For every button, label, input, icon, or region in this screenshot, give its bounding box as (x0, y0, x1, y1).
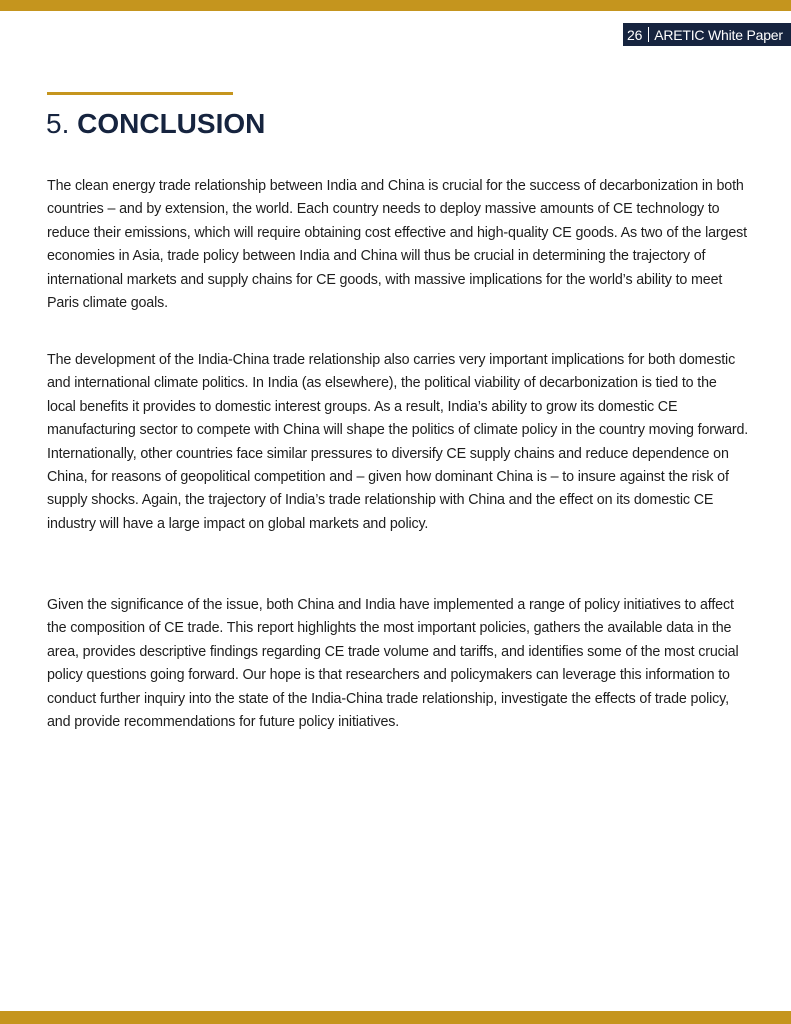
header-divider (648, 27, 649, 42)
section-title (46, 106, 265, 142)
title-accent-rule (47, 92, 233, 95)
paragraph-3: Given the significance of the issue, both China and India have implemented a range of policy initiatives to affect the composition of CE trade. This report highlights the most important policies, gathers the available data in the area, provides descriptive findings regarding CE trade volume and tariffs, and identifies some of the most crucial policy questions going forward. Our hope is that researchers and policymakers can leverage this information to conduct further inquiry into the state of the India-China trade relationship, investigate the effects of trade policy, and provide recommendations for future policy initiatives. (47, 597, 739, 731)
top-gold-band (0, 0, 791, 11)
section-name: CONCLUSION (77, 108, 266, 139)
publication-name: ARETIC White Paper (654, 26, 783, 43)
page-number: 26 (627, 26, 643, 43)
bottom-gold-band (0, 1011, 791, 1024)
paragraph-2: The development of the India-China trade relationship also carries very important implications for both domestic and international climate politics. In India (as elsewhere), the political viability of decarbonization is tied to the local benefits it provides to domestic interest groups. As a result, India’s ability to grow its domestic CE manufacturing sector to compete with China will shape the politics of climate policy in the country moving forward. Internationally, other countries face similar pressures to diversify CE supply chains and reduce dependence on China, for reasons of geopolitical competition and – given how dominant China is – to insure against the risk of supply shocks. Again, the trajectory of India’s trade relationship with China and the effect on its domestic CE industry will have a large impact on global markets and policy. (47, 352, 749, 532)
section-number: 5. (46, 108, 70, 139)
page-header-tab (623, 23, 791, 46)
paragraph-1: The clean energy trade relationship between India and China is crucial for the success of decarbonization in both countries – and by extension, the world. Each country needs to deploy massive amounts of CE technology to reduce their emissions, which will require obtaining cost effective and high-quality CE goods. As two of the largest economies in Asia, trade policy between India and China will thus be crucial in determining the trajectory of international markets and supply chains for CE goods, with massive implications for the world’s ability to meet Paris climate goals. (47, 178, 747, 312)
